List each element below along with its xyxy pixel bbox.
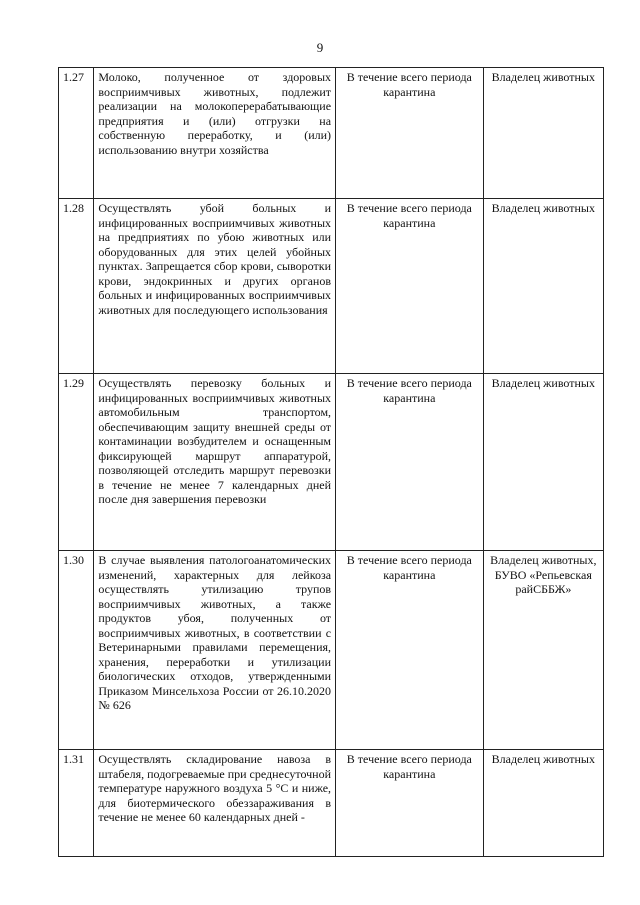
row-action: Осуществлять складирование навоза в штабеля, подогреваемые при среднесуточной температуре наружного воздуха 5 °С и ниже, для биотермического обеззараживания в течение не менее 60 календарных дней - — [94, 750, 336, 857]
row-action: Молоко, полученное от здоровых восприимчивых животных, подлежит реализации на молокоперерабатывающие предприятия и (или) отгрузки на собственную переработку, и (или) использованию внутри хозяйства — [94, 68, 336, 199]
row-number: 1.27 — [59, 68, 94, 199]
table-row — [59, 199, 604, 374]
row-term: В течение всего периода карантина — [336, 750, 484, 857]
table-row — [59, 551, 604, 750]
row-action: Осуществлять убой больных и инфицированных восприимчивых животных на предприятиях по убою животных или оборудованных для этих целей убойных пунктах. Запрещается сбор крови, сыворотки крови, эндокринных и других органов больных и инфицированных восприимчивых животных для последующего использования — [94, 199, 336, 374]
table-row — [59, 68, 604, 199]
row-term: В течение всего периода карантина — [336, 199, 484, 374]
row-number: 1.28 — [59, 199, 94, 374]
row-action: В случае выявления патологоанатомических изменений, характерных для лейкоза осуществлять утилизацию трупов восприимчивых животных, а также продуктов убоя, полученных от восприимчивых животных, в соответствии с Ветеринарными правилами перемещения, хранения, переработки и утилизации биологических отходов, утвержденными Приказом Минсельхоза России от 26.10.2020 № 626 — [94, 551, 336, 750]
row-responsible: Владелец животных — [483, 199, 603, 374]
table-row — [59, 374, 604, 551]
row-number: 1.31 — [59, 750, 94, 857]
row-term: В течение всего периода карантина — [336, 551, 484, 750]
row-number: 1.30 — [59, 551, 94, 750]
page-number: 9 — [316, 40, 324, 55]
row-responsible: Владелец животных — [483, 750, 603, 857]
row-term: В течение всего периода карантина — [336, 374, 484, 551]
row-number: 1.29 — [59, 374, 94, 551]
table-row — [59, 750, 604, 857]
row-responsible: Владелец животных, БУВО «Репьевская райСББЖ» — [483, 551, 603, 750]
row-responsible: Владелец животных — [483, 374, 603, 551]
measures-table — [58, 67, 604, 857]
row-term: В течение всего периода карантина — [336, 68, 484, 199]
row-action: Осуществлять перевозку больных и инфицированных восприимчивых животных автомобильным транспортом, обеспечивающим защиту внешней среды от контаминации возбудителем и оснащенным фиксирующей маршрут аппаратурой, позволяющей отследить маршрут перевозки в течение не менее 7 календарных дней после дня завершения перевозки — [94, 374, 336, 551]
row-responsible: Владелец животных — [483, 68, 603, 199]
